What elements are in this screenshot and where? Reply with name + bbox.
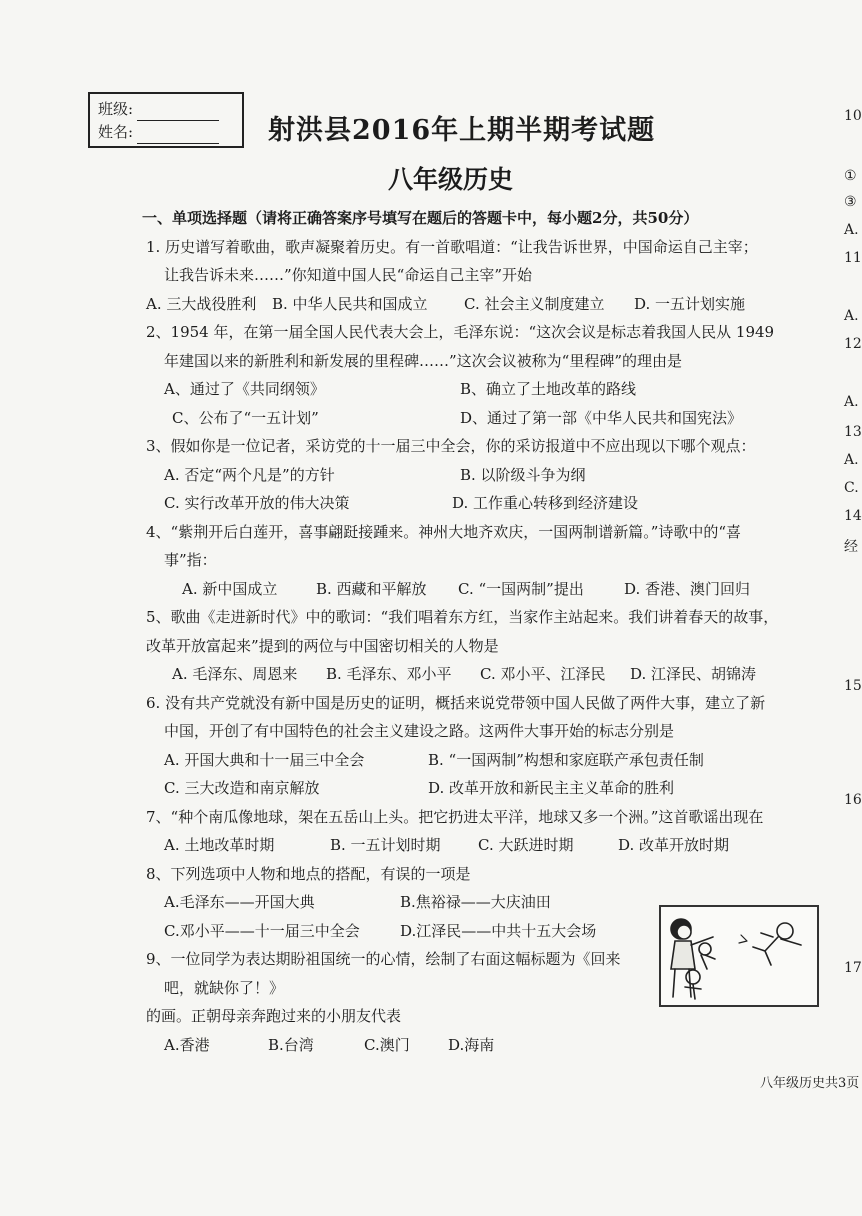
q8-option-c[interactable]: C.邓小平——十一届三中全会 xyxy=(164,921,360,940)
edge-text: 17 xyxy=(844,960,862,976)
q9-option-d[interactable]: D.海南 xyxy=(448,1035,495,1054)
q9-stem-line3: 的画。正朝母亲奔跑过来的小朋友代表 xyxy=(146,1007,402,1025)
q4-option-d[interactable]: D. 香港、澳门回归 xyxy=(624,579,751,598)
q2-option-d[interactable]: D、通过了第一部《中华人民共和国宪法》 xyxy=(460,408,743,427)
class-blank[interactable] xyxy=(137,103,219,121)
q6-option-b[interactable]: B. “一国两制”构想和家庭联产承包责任制 xyxy=(428,750,704,769)
q6-stem-line2: 中国，开创了有中国特色的社会主义建设之路。这两件大事开始的标志分别是 xyxy=(164,722,675,740)
q5-options xyxy=(146,660,826,689)
q6-options-row2 xyxy=(146,774,826,803)
q9-option-a[interactable]: A.香港 xyxy=(164,1035,210,1054)
q1-option-b[interactable]: B. 中华人民共和国成立 xyxy=(272,294,428,313)
q5-option-c[interactable]: C. 邓小平、江泽民 xyxy=(480,665,606,683)
q2-stem-line1: 2、1954 年，在第一届全国人民代表大会上，毛泽东说：“这次会议是标志着我国人民从 1949 xyxy=(146,323,775,341)
section-heading: 一、单项选择题（请将正确答案序号填写在题后的答题卡中，每小题2分，共50分） xyxy=(142,209,699,227)
q3-option-a[interactable]: A. 否定“两个凡是”的方针 xyxy=(164,465,335,484)
page-footer: 八年级历史共3页 xyxy=(760,1076,860,1091)
edge-text: 14 xyxy=(844,508,862,524)
q2-options-row2 xyxy=(146,404,826,433)
q8-option-b[interactable]: B.焦裕禄——大庆油田 xyxy=(400,893,551,911)
q1-stem-line2: 让我告诉未来……”你知道中国人民“命运自己主宰”开始 xyxy=(164,266,533,284)
q7-option-b[interactable]: B. 一五计划时期 xyxy=(330,836,441,854)
q2-option-a[interactable]: A、通过了《共同纲领》 xyxy=(164,380,325,398)
exam-subtitle: 八年级历史 xyxy=(388,165,514,194)
q1-option-a[interactable]: A. 三大战役胜利 xyxy=(146,294,257,313)
q3-option-b[interactable]: B. 以阶级斗争为纲 xyxy=(460,465,586,484)
edge-text: A. xyxy=(844,222,859,238)
edge-text: ③ xyxy=(844,194,857,210)
class-line xyxy=(98,98,234,121)
edge-text: 11 xyxy=(844,250,862,266)
class-label: 班级: xyxy=(98,100,134,118)
q5-stem-line2: 改革开放富起来”提到的两位与中国密切相关的人物是 xyxy=(146,636,499,655)
q8-stem: 8、下列选项中人物和地点的搭配，有误的一项是 xyxy=(146,864,471,883)
q3-options-row2 xyxy=(146,489,826,518)
q4-option-a[interactable]: A. 新中国成立 xyxy=(182,579,278,598)
q4-options xyxy=(146,575,826,604)
q6-option-d[interactable]: D. 改革开放和新民主主义革命的胜利 xyxy=(428,779,675,797)
q7-options xyxy=(146,831,826,860)
q6-stem-line1: 6. 没有共产党就没有新中国是历史的证明，概括来说党带领中国人民做了两件大事，建立了新 xyxy=(146,693,766,712)
q6-option-a[interactable]: A. 开国大典和十一届三中全会 xyxy=(164,750,365,769)
q7-stem: 7、“种个南瓜像地球，架在五岳山上头。把它扔进太平洋，地球又多一个洲。”这首歌谣出现在 xyxy=(146,807,764,826)
edge-text: A. xyxy=(844,308,859,324)
q5-option-d[interactable]: D. 江泽民、胡锦涛 xyxy=(630,665,757,683)
name-blank[interactable] xyxy=(137,126,219,144)
q6-options-row1 xyxy=(146,746,826,775)
q5-option-b[interactable]: B. 毛泽东、邓小平 xyxy=(326,665,452,683)
q4-stem-line2: 事”指： xyxy=(164,551,217,569)
edge-text: 16 xyxy=(844,792,862,808)
edge-text: 15 xyxy=(844,678,862,694)
q9-options xyxy=(146,1031,826,1060)
edge-text: 10 xyxy=(844,108,862,124)
edge-text: A. xyxy=(844,394,859,410)
edge-text: 13 xyxy=(844,424,862,440)
q7-option-a[interactable]: A. 土地改革时期 xyxy=(164,836,275,854)
q5-stem-line1: 5、歌曲《走进新时代》中的歌词：“我们唱着东方红，当家作主站起来。我们讲着春天的故事， xyxy=(146,608,779,626)
q5-option-a[interactable]: A. 毛泽东、周恩来 xyxy=(172,665,298,683)
q9-option-c[interactable]: C.澳门 xyxy=(364,1035,410,1054)
q8-option-a[interactable]: A.毛泽东——开国大典 xyxy=(164,893,315,911)
name-label: 姓名: xyxy=(98,123,134,141)
name-line xyxy=(98,121,234,144)
adjacent-page-edge xyxy=(838,0,860,1216)
class-name-box xyxy=(88,92,244,148)
edge-text: ① xyxy=(844,168,857,184)
q4-stem-line1: 4、“紫荆开后白莲开，喜事翩跹接踵来。神州大地齐欢庆，一国两制谱新篇。”诗歌中的“喜 xyxy=(146,522,742,541)
q2-options-row1 xyxy=(146,375,826,404)
q9-stem-line1: 9、一位同学为表达期盼祖国统一的心情，绘制了右面这幅标题为《回来 xyxy=(146,950,621,968)
q3-option-c[interactable]: C. 实行改革开放的伟大决策 xyxy=(164,494,350,512)
q3-stem: 3、假如你是一位记者，采访党的十一届三中全会，你的采访报道中不应出现以下哪个观点： xyxy=(146,437,756,455)
q7-option-d[interactable]: D. 改革开放时期 xyxy=(618,836,730,854)
edge-text: C. xyxy=(844,480,859,496)
q1-option-c[interactable]: C. 社会主义制度建立 xyxy=(464,294,605,313)
q1-options xyxy=(146,290,826,319)
q1-stem-line1: 1. 历史谱写着歌曲，歌声凝聚着历史。有一首歌唱道：“让我告诉世界，中国命运自己主宰； xyxy=(146,237,758,256)
edge-text: 12 xyxy=(844,336,862,352)
q1-option-d[interactable]: D. 一五计划实施 xyxy=(634,294,746,313)
q9-cartoon-image xyxy=(659,905,819,1007)
q7-option-c[interactable]: C. 大跃进时期 xyxy=(478,836,574,854)
q6-option-c[interactable]: C. 三大改造和南京解放 xyxy=(164,779,320,797)
exam-title: 射洪县2016年上期半期考试题 xyxy=(268,115,656,146)
q2-option-c[interactable]: C、公布了“一五计划” xyxy=(172,408,319,427)
edge-text: 经 xyxy=(844,539,858,555)
edge-text: A. xyxy=(844,452,859,468)
q9-option-b[interactable]: B.台湾 xyxy=(268,1035,314,1054)
q8-option-d[interactable]: D.江泽民——中共十五大会场 xyxy=(400,921,597,940)
q3-option-d[interactable]: D. 工作重心转移到经济建设 xyxy=(452,494,639,512)
q2-stem-line2: 年建国以来的新胜利和新发展的里程碑……”这次会议被称为“里程碑”的理由是 xyxy=(164,351,683,370)
q3-options-row1 xyxy=(146,461,826,490)
q4-option-c[interactable]: C. “一国两制”提出 xyxy=(458,579,584,598)
q4-option-b[interactable]: B. 西藏和平解放 xyxy=(316,579,427,598)
cartoon-illustration xyxy=(661,907,817,1005)
q2-option-b[interactable]: B、确立了土地改革的路线 xyxy=(460,380,637,398)
q9-stem-line2: 吧，就缺你了！》 xyxy=(164,978,285,997)
